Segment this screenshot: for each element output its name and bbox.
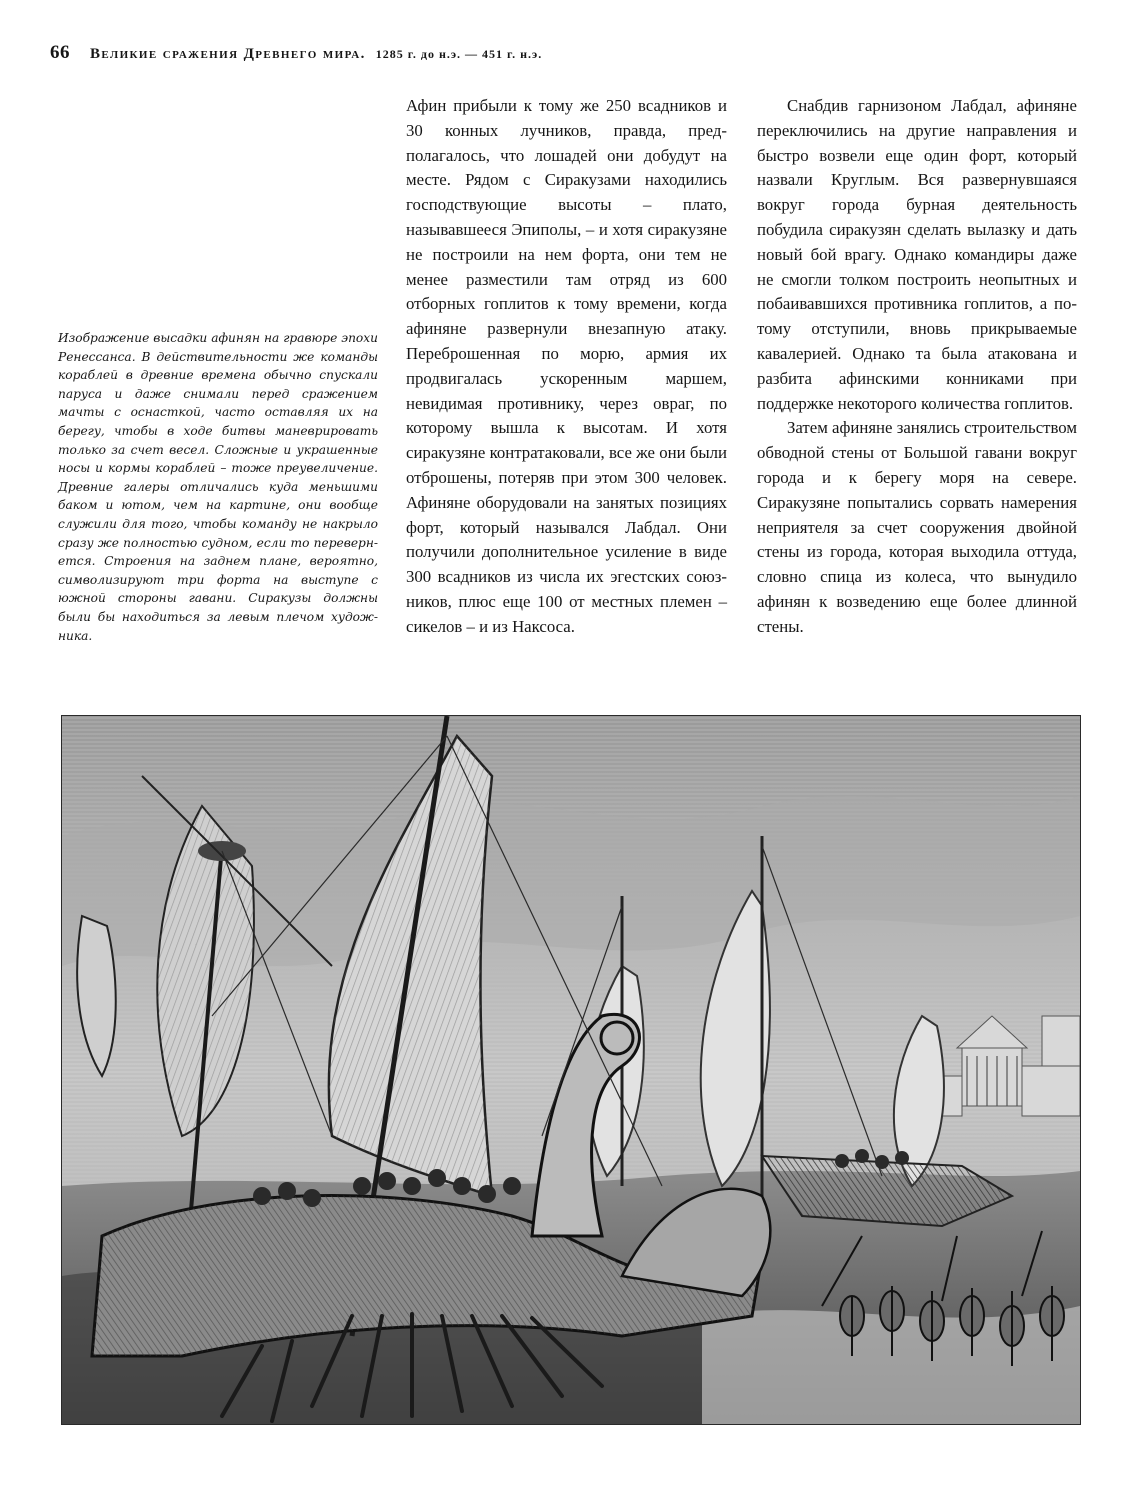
text-column-right [757, 94, 1077, 640]
figure-caption: Изображение высадки афинян на гравюре эпохи Ренессанса. В действительности же команды кораблей в древние времена обычно спускали паруса и даже снимали перед сражением мачты с оснасткой, часто оставляя их на берегу, чтобы в ходе битвы маневрировать только за счет весел. Сложные и украшенные носы и кормы кораблей – тоже преувеличение. Древние галеры отличались куда меньшими баком и ютом, чем на картине, они вообще служили для того, чтобы команду не накрыло сразу же полностью судном, если то перевернется. Строения на заднем плане, вероятно, символизируют три форта на выступе с южной стороны гавани. Сиракузы должны были бы находиться за левым плечом художника. [58, 331, 378, 643]
text-column-middle [406, 94, 727, 640]
engraving-illustration [61, 715, 1081, 1425]
running-header [50, 42, 1090, 72]
paragraph: Снабдив гарнизоном Лабдал, афиняне переключились на другие направления и быстро возвели еще один форт, который назвали Круглым. Вся развернувшаяся вокруг города бурная деятельность побудила сиракузян сделать вылазку и дать новый бой врагу. Однако командиры даже не смогли толком построить неопытных и побаивавшихся противника гоплитов, а потому отступили, вновь прикрываемые кавалерией. Однако та была атакована и разбита афинскими конниками при поддержке некоторого количества гоплитов. [757, 96, 1077, 413]
book-dates: 1285 г. до н.э. — 451 г. н.э. [375, 47, 543, 61]
page-number: 66 [50, 42, 70, 63]
naval-battle-engraving [62, 716, 1080, 1424]
paragraph: Афин прибыли к тому же 250 всадников и 30 конных лучников, правда, предполагалось, что лошадей они добудут на месте. Рядом с Сиракузами находились господствующие высоты – плато, называвшееся Эпиполы, – и хотя сиракузяне не построили на нем форта, они тем не менее разместили там отряд из 600 отборных гоплитов к тому времени, когда афиняне развернули внезапную атаку. Переброшенная по морю, армия их продвигалась ускоренным маршем, невидимая противнику, через овраг, по которому вышла к высотам. И хотя сиракузяне контратаковали, все же они были отброшены, потеряв при этом 300 человек. Афиняне оборудовали на занятых позициях форт, который назывался Лабдал. Они получили дополнительное усиление в виде 300 всадников из числа их эгестских союзников, плюс еще 100 от местных племен – сикелов – и из Наксоса. [406, 96, 727, 636]
book-title: Великие сражения Древнего мира. [90, 46, 366, 62]
paragraph: Затем афиняне занялись строительством обводной стены от Большой гавани вокруг города и к берегу моря на севере. Сиракузяне попытались сорвать намерения неприятеля за счет сооружения двойной стены из города, которая выходила оттуда, словно спица из колеса, что вынудило афинян к возведению еще более длинной стены. [757, 418, 1077, 636]
